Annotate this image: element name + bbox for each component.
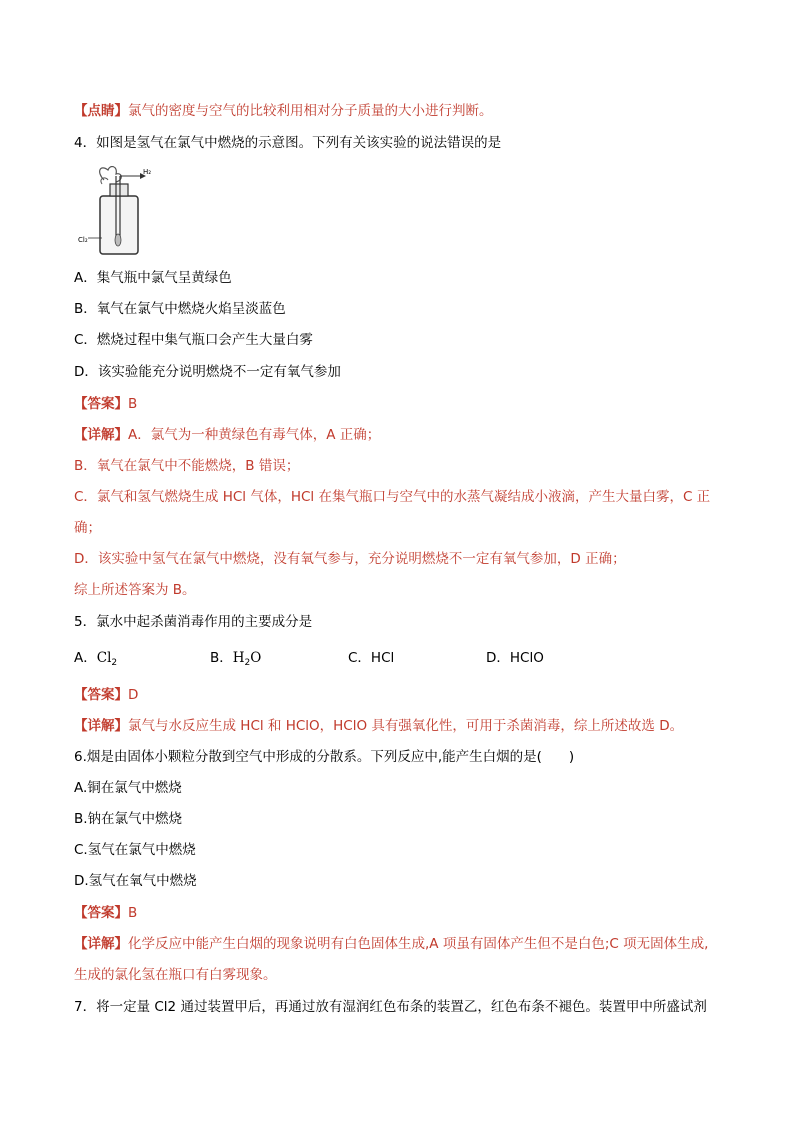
q5-answer [74, 685, 138, 705]
q5-answer-text: D [128, 687, 139, 703]
q4-explain-line-5: D．该实验中氢气在氯气中燃烧，没有氧气参与，充分说明燃烧不一定有氧气参加，D 正确； [74, 551, 626, 567]
q6-option-c: C.氢气在氯气中燃烧 [74, 842, 196, 858]
q4-option-d: D．该实验能充分说明燃烧不一定有氧气参加 [74, 364, 341, 380]
q6-answer-tag: 【答案】 [74, 905, 128, 921]
q6-explain-tag: 【详解】 [74, 936, 128, 952]
point-text: 氯气的密度与空气的比较利用相对分子质量的大小进行判断。 [128, 103, 493, 119]
q4-explain-line-1 [74, 425, 380, 445]
q5-option-d: D．HClO [486, 650, 544, 666]
q6-answer [74, 903, 137, 923]
q6-stem: 6.烟是由固体小颗粒分散到空气中形成的分散系。下列反应中,能产生白烟的是( ) [74, 749, 575, 765]
q6-explain-line-1 [74, 934, 708, 954]
q5-explain-text: 氯气与水反应生成 HCl 和 HClO，HClO 具有强氧化性，可用于杀菌消毒，综上所述故选 D。 [128, 718, 684, 734]
h2-label: H₂ [143, 168, 152, 176]
q5-options [74, 648, 724, 670]
q4-option-a: A．集气瓶中氯气呈黄绿色 [74, 270, 232, 286]
q4-explain-line-4: 确； [74, 520, 101, 536]
q4-explain-line-6: 综上所述答案为 B。 [74, 582, 196, 598]
q6-explain-text-1: 化学反应中能产生白烟的现象说明有白色固体生成,A 项虽有固体产生但不是白色;C 项无固体生成, [128, 936, 709, 952]
q5-option-b: B．$H_2O$ [210, 650, 262, 668]
q6-option-d: D.氢气在氧气中燃烧 [74, 873, 197, 889]
q5-option-c: C．HCl [348, 650, 395, 666]
q6-answer-text: B [128, 905, 138, 921]
q5-explain [74, 716, 683, 736]
q5-explain-tag: 【详解】 [74, 718, 128, 734]
q5-stem: 5．氯水中起杀菌消毒作用的主要成分是 [74, 614, 313, 630]
q6-option-b: B.钠在氯气中燃烧 [74, 811, 183, 827]
point-tag: 【点睛】 [74, 103, 128, 119]
q4-explain-line-3: C．氯气和氢气燃烧生成 HCl 气体，HCl 在集气瓶口与空气中的水蒸气凝结成小液滴，产生大量白雾，C 正 [74, 489, 711, 505]
q4-answer-text: B [128, 396, 138, 412]
hydrogen-chlorine-apparatus-figure [78, 166, 154, 258]
q5-option-a: A．$Cl_2$ [74, 650, 118, 668]
cl2-label: Cl₂ [78, 236, 88, 244]
q5-answer-tag: 【答案】 [74, 687, 128, 703]
q4-answer-tag: 【答案】 [74, 396, 128, 412]
q7-stem: 7．将一定量 Cl2 通过装置甲后，再通过放有湿润红色布条的装置乙，红色布条不褪色。装置甲中所盛试剂 [74, 999, 707, 1015]
q4-explain-text-1: A．氯气为一种黄绿色有毒气体，A 正确； [128, 427, 381, 443]
q6-option-a: A.铜在氯气中燃烧 [74, 780, 182, 796]
q4-explain-line-2: B．氧气在氯气中不能燃烧，B 错误； [74, 458, 300, 474]
q4-option-c: C．燃烧过程中集气瓶口会产生大量白雾 [74, 332, 313, 348]
q4-stem: 4．如图是氢气在氯气中燃烧的示意图。下列有关该实验的说法错误的是 [74, 135, 502, 151]
q4-answer [74, 394, 137, 414]
point-note [74, 101, 493, 121]
q4-explain-tag: 【详解】 [74, 427, 128, 443]
q6-explain-line-2: 生成的氯化氢在瓶口有白雾现象。 [74, 967, 277, 983]
q4-option-b: B．氧气在氯气中燃烧火焰呈淡蓝色 [74, 301, 286, 317]
